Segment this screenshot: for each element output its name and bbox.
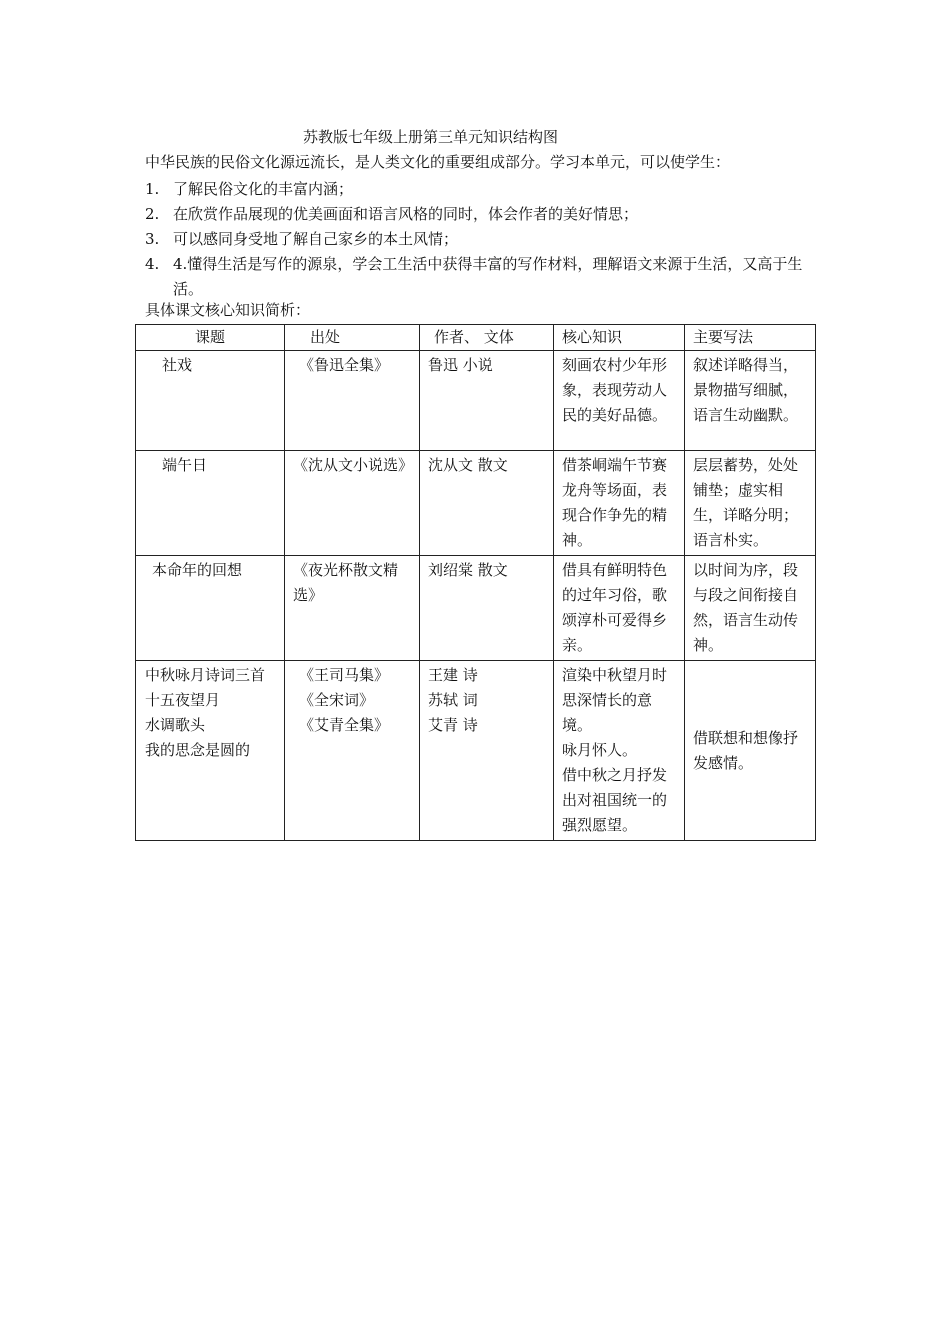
cell-writing-method: 借联想和想像抒发感情。 [685,661,816,841]
goal-number: 2. [145,205,160,223]
goal-number: 3. [145,230,160,248]
cell-source: 《夜光杯散文精选》 [285,556,420,661]
cell-author-genre: 鲁迅 小说 [420,351,554,451]
cell-author-genre: 沈从文 散文 [420,451,554,556]
cell-core-knowledge: 刻画农村少年形象，表现劳动人民的美好品德。 [554,351,685,451]
cell-author-genre [420,661,554,841]
cell-source: 《鲁迅全集》 [285,351,420,451]
cell-lesson: 端午日 [136,451,285,556]
cell-writing-method: 叙述详略得当，景物描写细腻，语言生动幽默。 [685,351,816,451]
cell-lesson: 社戏 [136,351,285,451]
table-row [136,451,816,556]
core-line: 咏月怀人。 [562,741,638,759]
cell-core-knowledge: 借具有鲜明特色的过年习俗，歌颂淳朴可爱得乡亲。 [554,556,685,661]
goal-number: 1. [145,180,160,198]
cell-writing-method: 层层蓄势，处处铺垫；虚实相生，详略分明；语言朴实。 [685,451,816,556]
cell-author-genre: 刘绍棠 散文 [420,556,554,661]
intro-paragraph: 中华民族的民俗文化源远流长，是人类文化的重要组成部分。学习本单元，可以使学生： [145,153,731,171]
goal-text: 在欣赏作品展现的优美画面和语言风格的同时，体会作者的美好情思； [173,205,639,223]
lesson-line: 十五夜望月 [145,691,221,709]
lesson-line: 我的思念是圆的 [145,741,251,759]
author-line: 艾青 诗 [428,716,478,734]
goal-item [145,202,825,227]
author-line: 王建 诗 [428,666,478,684]
cell-core-knowledge: 借茶峒端午节赛龙舟等场面，表现合作争先的精神。 [554,451,685,556]
cell-source [285,661,420,841]
goal-text: 4.懂得生活是写作的源泉，学会工生活中获得丰富的写作材料，理解语文来源于生活，又高于生活。 [173,255,803,298]
cell-core-knowledge [554,661,685,841]
goal-text: 可以感同身受地了解自己家乡的本土风情； [173,230,459,248]
table-subheading: 具体课文核心知识简析： [145,301,311,319]
learning-goals-list [145,177,825,302]
goal-number: 4. [145,255,160,273]
goal-item [145,252,825,302]
lesson-line: 中秋咏月诗词三首 [145,666,266,684]
source-line: 《王司马集》 [299,666,390,684]
source-line: 《艾青全集》 [299,716,390,734]
lesson-line: 水调歌头 [145,716,206,734]
core-line: 渲染中秋望月时思深情长的意境。 [562,666,668,734]
cell-lesson [136,661,285,841]
header-core-knowledge: 核心知识 [554,325,685,351]
core-line: 借中秋之月抒发出对祖国统一的强烈愿望。 [562,766,668,834]
cell-source: 《沈从文小说选》 [285,451,420,556]
table-row [136,661,816,841]
header-source: 出处 [285,325,420,351]
table-header-row [136,325,816,351]
source-line: 《全宋词》 [299,691,375,709]
goal-item [145,227,825,252]
goal-text: 了解民俗文化的丰富内涵； [173,180,354,198]
table-row [136,351,816,451]
header-lesson: 课题 [136,325,285,351]
cell-lesson: 本命年的回想 [136,556,285,661]
knowledge-table [135,324,816,841]
header-writing-method: 主要写法 [685,325,816,351]
header-author-genre: 作者、 文体 [420,325,554,351]
author-line: 苏轼 词 [428,691,478,709]
table-row [136,556,816,661]
goal-item [145,177,825,202]
document-title: 苏教版七年级上册第三单元知识结构图 [303,128,559,146]
cell-writing-method: 以时间为序，段与段之间衔接自然，语言生动传神。 [685,556,816,661]
